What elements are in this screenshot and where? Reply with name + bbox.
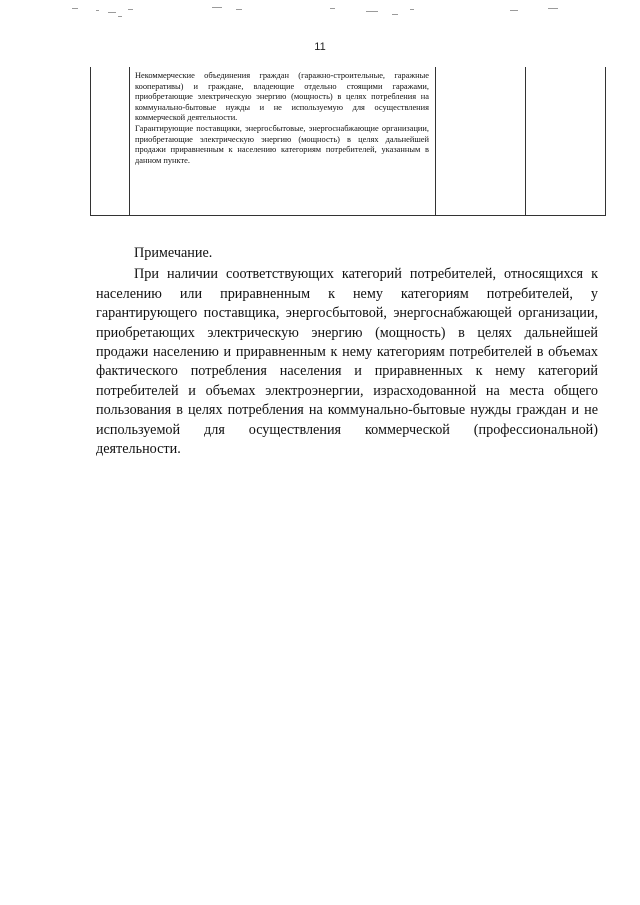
table-cell-description bbox=[135, 71, 429, 166]
note-section bbox=[96, 244, 598, 459]
scan-noise-marks bbox=[0, 0, 640, 30]
cell-paragraph-garage-cooperatives: Некоммерческие объединения граждан (гаражно-строительные, гаражные кооперативы) и граждане, владеющие отдельно стоящими гаражами, приобретающие электрическую энергию (мощность) в целях потребления на коммунально-бытовые нужды и не используемую для осуществления коммерческой деятельности. bbox=[135, 71, 429, 123]
note-title: Примечание. bbox=[134, 245, 213, 261]
page-number: 11 bbox=[314, 41, 326, 53]
table-fragment bbox=[90, 67, 606, 216]
note-text: При наличии соответствующих категорий потребителей, относящихся к населению или приравненным к нему категориям потребителей, у гарантирующего поставщика, энергосбытовой, энергоснабжающей организации, приобретающих электрическую энергию (мощность) в целях дальнейшей продажи населению и приравненным к нему категориям потребителей в объемах фактического потребления населения и приравненных к нему категорий потребителей и объемах электроэнергии, израсходованной на места общего пользования в целях потребления на коммунально-бытовые нужды граждан и не используемой для осуществления коммерческой (профессиональной) деятельности. bbox=[96, 266, 598, 458]
table-column-divider bbox=[129, 67, 130, 215]
cell-paragraph-suppliers: Гарантирующие поставщики, энергосбытовые, энергоснабжающие организации, приобретающие электрическую энергию (мощность) в целях дальнейшей продажи приравненным к населению категориям потребителей, указанным в данном пункте. bbox=[135, 123, 429, 165]
table-column-divider bbox=[435, 67, 436, 215]
table-column-divider bbox=[525, 67, 526, 215]
